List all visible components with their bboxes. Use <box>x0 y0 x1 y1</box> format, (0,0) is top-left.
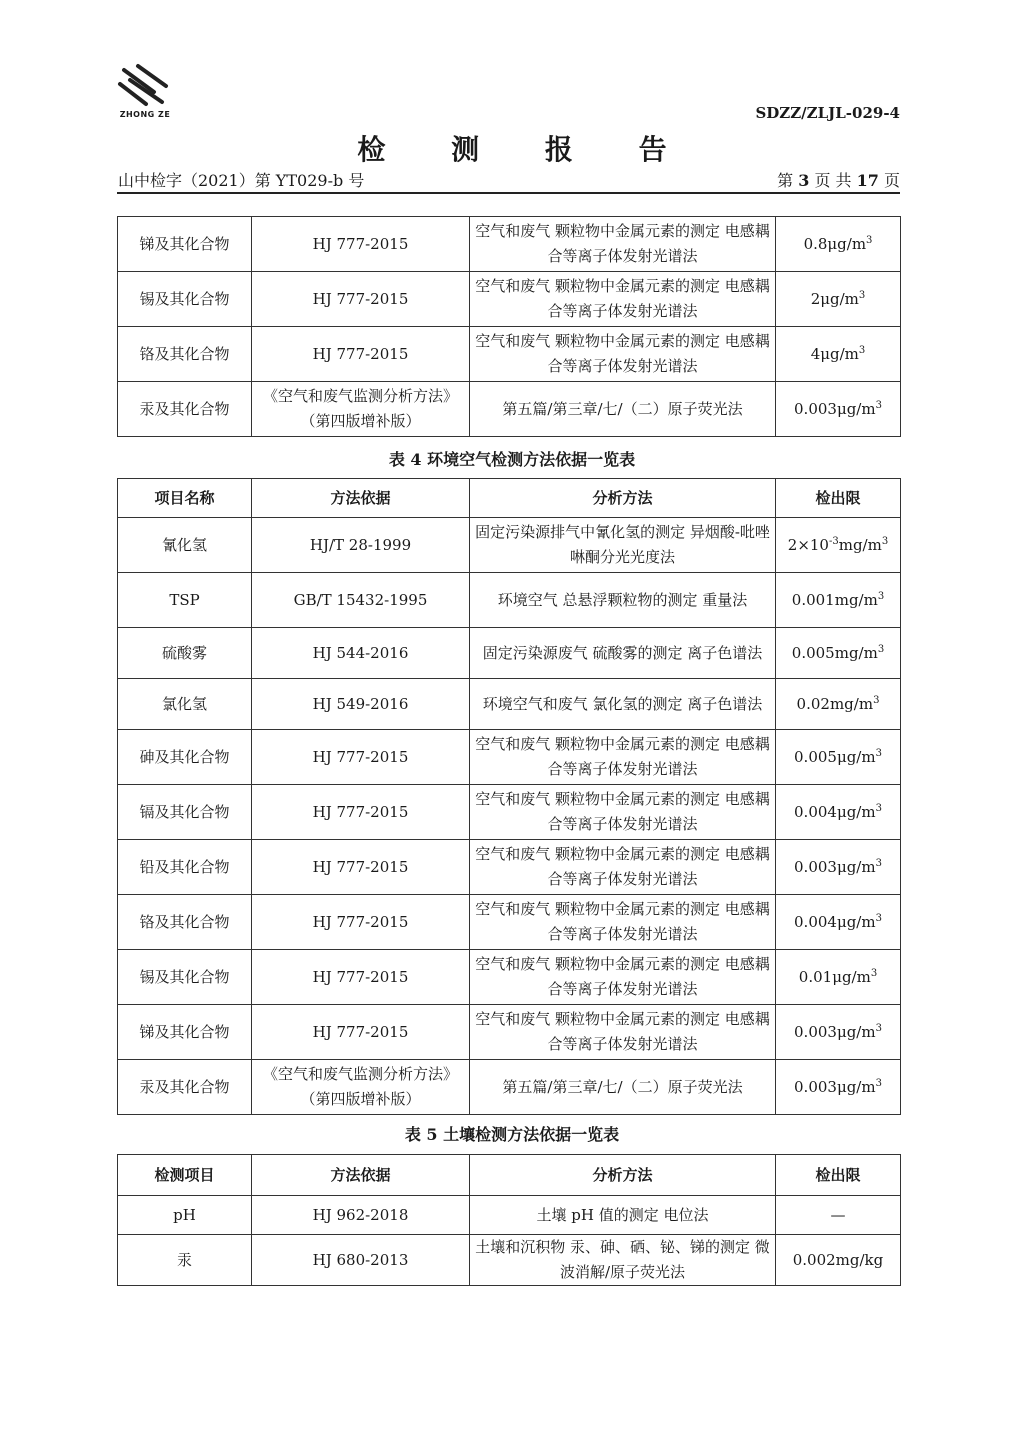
cell-basis: 《空气和废气监测分析方法》（第四版增补版） <box>252 382 470 437</box>
cell-limit: $0.01\mu g/m^3$ <box>776 950 901 1005</box>
table-row <box>118 518 901 573</box>
cell-method: 空气和废气 颗粒物中金属元素的测定 电感耦合等离子体发射光谱法 <box>470 327 776 382</box>
cell-item: 铬及其化合物 <box>118 895 252 950</box>
table-row <box>118 1005 901 1060</box>
cell-limit: $0.003\mu g/m^3$ <box>776 1060 901 1115</box>
cell-method: 空气和废气 颗粒物中金属元素的测定 电感耦合等离子体发射光谱法 <box>470 217 776 272</box>
document-code: SDZZ/ZLJL-029-4 <box>755 104 900 122</box>
table-row <box>118 272 901 327</box>
table4-caption: 表 4 环境空气检测方法依据一览表 <box>388 450 636 469</box>
cell-basis: HJ 549-2016 <box>252 679 470 730</box>
cell-item: pH <box>118 1196 252 1235</box>
page-info <box>777 168 900 191</box>
logo-stripes-icon <box>110 62 180 112</box>
table-continued <box>117 216 901 437</box>
table-row <box>118 327 901 382</box>
header-method: 分析方法 <box>470 1155 776 1196</box>
header-basis: 方法依据 <box>252 479 470 518</box>
cell-basis: HJ 777-2015 <box>252 840 470 895</box>
cell-limit: — <box>776 1196 901 1235</box>
cell-item: 砷及其化合物 <box>118 730 252 785</box>
cell-method: 土壤 pH 值的测定 电位法 <box>470 1196 776 1235</box>
cell-method: 空气和废气 颗粒物中金属元素的测定 电感耦合等离子体发射光谱法 <box>470 840 776 895</box>
table-header-row <box>118 1155 901 1196</box>
cell-item: 硫酸雾 <box>118 628 252 679</box>
cell-item: 汞 <box>118 1235 252 1286</box>
header-limit: 检出限 <box>776 1155 901 1196</box>
cell-basis: HJ 777-2015 <box>252 1005 470 1060</box>
header-limit: 检出限 <box>776 479 901 518</box>
table5-soil-methods <box>117 1154 901 1286</box>
cell-basis: HJ 680-2013 <box>252 1235 470 1286</box>
company-logo <box>110 62 180 124</box>
cell-limit: $0.003\mu g/m^3$ <box>776 840 901 895</box>
cell-basis: HJ 777-2015 <box>252 785 470 840</box>
cell-item: 锡及其化合物 <box>118 950 252 1005</box>
cell-basis: HJ 777-2015 <box>252 217 470 272</box>
cell-limit: 0.002mg/kg <box>776 1235 901 1286</box>
cell-method: 空气和废气 颗粒物中金属元素的测定 电感耦合等离子体发射光谱法 <box>470 950 776 1005</box>
cell-basis: 《空气和废气监测分析方法》（第四版增补版） <box>252 1060 470 1115</box>
table-row <box>118 1235 901 1286</box>
cell-basis: HJ 544-2016 <box>252 628 470 679</box>
cell-method: 第五篇/第三章/七/（二）原子荧光法 <box>470 1060 776 1115</box>
cell-item: 氯化氢 <box>118 679 252 730</box>
table-row <box>118 382 901 437</box>
table-row <box>118 217 901 272</box>
cell-basis: HJ 777-2015 <box>252 272 470 327</box>
cell-limit: $0.001mg/m^3$ <box>776 573 901 628</box>
table-row <box>118 573 901 628</box>
cell-method: 固定污染源废气 硫酸雾的测定 离子色谱法 <box>470 628 776 679</box>
cell-item: 铬及其化合物 <box>118 327 252 382</box>
cell-basis: GB/T 15432-1995 <box>252 573 470 628</box>
cell-item: TSP <box>118 573 252 628</box>
cell-limit: $0.004\mu g/m^3$ <box>776 895 901 950</box>
table-row <box>118 950 901 1005</box>
cell-method: 土壤和沉积物 汞、砷、硒、铋、锑的测定 微波消解/原子荧光法 <box>470 1235 776 1286</box>
table-row <box>118 785 901 840</box>
page-prefix: 第 <box>777 171 794 190</box>
table4-air-methods <box>117 478 901 1115</box>
table-header-row <box>118 479 901 518</box>
table-row <box>118 679 901 730</box>
cell-basis: HJ/T 28-1999 <box>252 518 470 573</box>
page-current: 3 <box>798 171 810 190</box>
cell-item: 铅及其化合物 <box>118 840 252 895</box>
table-row <box>118 840 901 895</box>
cell-method: 空气和废气 颗粒物中金属元素的测定 电感耦合等离子体发射光谱法 <box>470 1005 776 1060</box>
cell-method: 空气和废气 颗粒物中金属元素的测定 电感耦合等离子体发射光谱法 <box>470 895 776 950</box>
cell-method: 第五篇/第三章/七/（二）原子荧光法 <box>470 382 776 437</box>
cell-basis: HJ 962-2018 <box>252 1196 470 1235</box>
cell-basis: HJ 777-2015 <box>252 327 470 382</box>
cell-limit: $0.8\mu g/m^3$ <box>776 217 901 272</box>
table-row <box>118 730 901 785</box>
page-mid: 页 共 <box>814 171 852 190</box>
cell-item: 锑及其化合物 <box>118 1005 252 1060</box>
table5-caption: 表 5 土壤检测方法依据一览表 <box>404 1125 620 1144</box>
page-title: 检 测 报 告 <box>357 133 695 166</box>
page-suffix: 页 <box>883 171 900 190</box>
cell-method: 空气和废气 颗粒物中金属元素的测定 电感耦合等离子体发射光谱法 <box>470 730 776 785</box>
cell-method: 空气和废气 颗粒物中金属元素的测定 电感耦合等离子体发射光谱法 <box>470 785 776 840</box>
page-total: 17 <box>856 171 879 190</box>
header-divider <box>117 192 900 194</box>
logo-text: ZHONG ZE <box>119 110 171 119</box>
cell-item: 汞及其化合物 <box>118 1060 252 1115</box>
cell-basis: HJ 777-2015 <box>252 895 470 950</box>
cell-basis: HJ 777-2015 <box>252 950 470 1005</box>
header-basis: 方法依据 <box>252 1155 470 1196</box>
cell-item: 锑及其化合物 <box>118 217 252 272</box>
cell-limit: $0.02mg/m^3$ <box>776 679 901 730</box>
cell-item: 锡及其化合物 <box>118 272 252 327</box>
cell-limit: $2\times 10^{-3}mg/m^3$ <box>776 518 901 573</box>
table-row <box>118 1060 901 1115</box>
cell-item: 汞及其化合物 <box>118 382 252 437</box>
cell-limit: $0.003\mu g/m^3$ <box>776 382 901 437</box>
report-number: 山中检字（2021）第 YT029-b 号 <box>118 171 365 190</box>
cell-limit: $2\mu g/m^3$ <box>776 272 901 327</box>
cell-method: 环境空气 总悬浮颗粒物的测定 重量法 <box>470 573 776 628</box>
cell-method: 环境空气和废气 氯化氢的测定 离子色谱法 <box>470 679 776 730</box>
header-item: 项目名称 <box>118 479 252 518</box>
cell-method: 固定污染源排气中氰化氢的测定 异烟酸-吡唑啉酮分光光度法 <box>470 518 776 573</box>
cell-limit: $0.004\mu g/m^3$ <box>776 785 901 840</box>
header-method: 分析方法 <box>470 479 776 518</box>
header-item: 检测项目 <box>118 1155 252 1196</box>
cell-limit: $0.005mg/m^3$ <box>776 628 901 679</box>
cell-item: 镉及其化合物 <box>118 785 252 840</box>
cell-limit: $0.003\mu g/m^3$ <box>776 1005 901 1060</box>
table-row <box>118 1196 901 1235</box>
cell-limit: $0.005\mu g/m^3$ <box>776 730 901 785</box>
table-row <box>118 628 901 679</box>
cell-limit: $4\mu g/m^3$ <box>776 327 901 382</box>
cell-method: 空气和废气 颗粒物中金属元素的测定 电感耦合等离子体发射光谱法 <box>470 272 776 327</box>
cell-item: 氰化氢 <box>118 518 252 573</box>
table-row <box>118 895 901 950</box>
cell-basis: HJ 777-2015 <box>252 730 470 785</box>
